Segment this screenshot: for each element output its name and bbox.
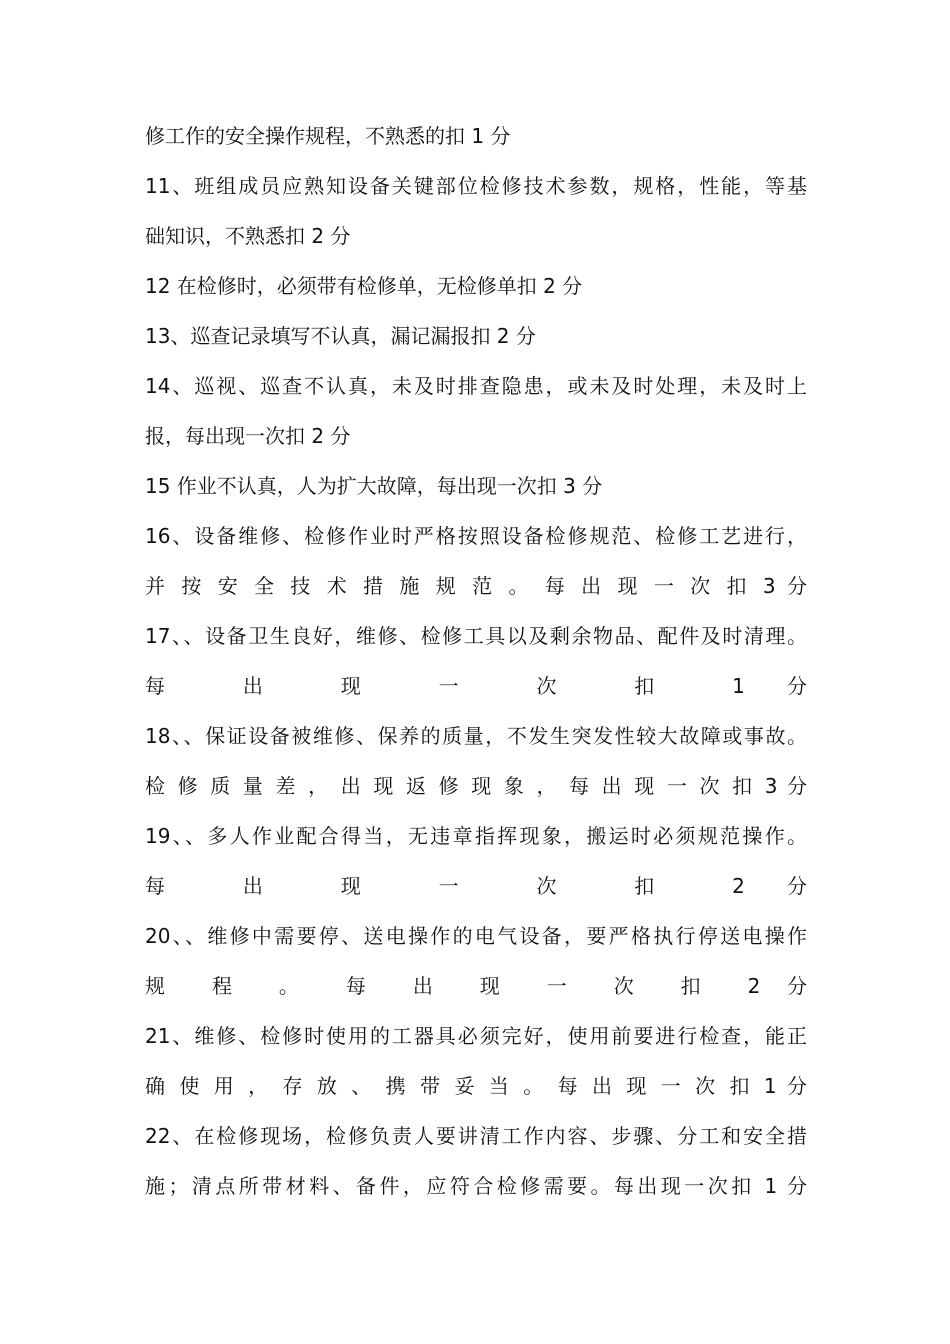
text-line: 14、巡视、巡查不认真，未及时排查隐患，或未及时处理，未及时上 bbox=[145, 374, 807, 398]
text-line: 17、、设备卫生良好，维修、检修工具以及剩余物品、配件及时清理。 bbox=[145, 624, 807, 648]
text-line: 规 程 。 每 出 现 一 次 扣 2 分 bbox=[145, 974, 807, 998]
text-line: 每 出 现 一 次 扣 2 分 bbox=[145, 874, 807, 898]
text-line: 16、设备维修、检修作业时严格按照设备检修规范、检修工艺进行， bbox=[145, 524, 807, 548]
text-line: 13、巡查记录填写不认真，漏记漏报扣 2 分 bbox=[145, 324, 536, 348]
document-body bbox=[145, 111, 807, 1211]
text-line: 20、、维修中需要停、送电操作的电气设备，要严格执行停送电操作 bbox=[145, 924, 807, 948]
text-line: 施；清点所带材料、备件，应符合检修需要。每出现一次扣 1 分 bbox=[145, 1174, 807, 1198]
text-line: 础知识，不熟悉扣 2 分 bbox=[145, 224, 351, 248]
text-line: 检 修 质 量 差 ， 出 现 返 修 现 象 ， 每 出 现 一 次 扣 3 分 bbox=[145, 774, 807, 798]
text-line: 修工作的安全操作规程，不熟悉的扣 1 分 bbox=[145, 124, 511, 148]
text-line: 18、、保证设备被维修、保养的质量，不发生突发性较大故障或事故。 bbox=[145, 724, 807, 748]
text-line: 15 作业不认真，人为扩大故障，每出现一次扣 3 分 bbox=[145, 474, 603, 498]
text-line: 19、、多人作业配合得当，无违章指挥现象，搬运时必须规范操作。 bbox=[145, 824, 807, 848]
text-line: 11、班组成员应熟知设备关键部位检修技术参数，规格，性能，等基 bbox=[145, 174, 807, 198]
text-line: 每 出 现 一 次 扣 1 分 bbox=[145, 674, 807, 698]
text-line: 21、维修、检修时使用的工器具必须完好，使用前要进行检查，能正 bbox=[145, 1024, 807, 1048]
text-line: 12 在检修时，必须带有检修单，无检修单扣 2 分 bbox=[145, 274, 583, 298]
text-line: 并 按 安 全 技 术 措 施 规 范 。 每 出 现 一 次 扣 3 分 bbox=[145, 574, 807, 598]
text-line: 确 使 用 ， 存 放 、 携 带 妥 当 。 每 出 现 一 次 扣 1 分 bbox=[145, 1074, 807, 1098]
text-line: 报，每出现一次扣 2 分 bbox=[145, 424, 351, 448]
text-line: 22、在检修现场，检修负责人要讲清工作内容、步骤、分工和安全措 bbox=[145, 1124, 807, 1148]
